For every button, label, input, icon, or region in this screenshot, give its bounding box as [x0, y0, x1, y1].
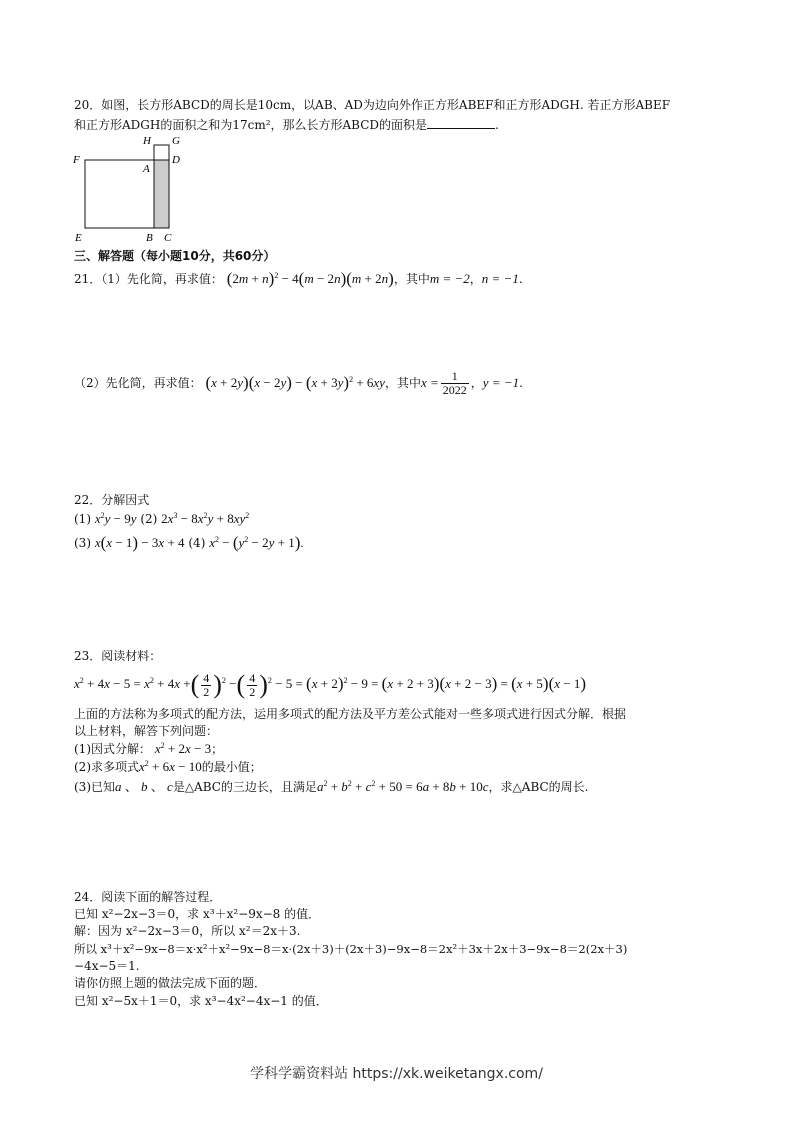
- q24-line7: 已知 x²−5x＋1＝0，求 x³−4x²−4x−1 的值．: [74, 994, 328, 1008]
- q21-p1-expression: $(2m + n)^2 - 4(m - 2n)(m + 2n)$: [226, 269, 394, 288]
- section3-title: 三、解答题（每小题10分，共60分）: [74, 249, 276, 263]
- q22-item2-label: (2): [140, 512, 158, 526]
- label-f: F: [73, 154, 80, 166]
- q24-line4: 所以 x³＋x²−9x−8＝x·x²＋x²−9x−8＝x·(2x＋3)＋(2x＋3)−9x−8＝2x²＋3x＋2x＋3−9x−8＝2(2x＋3): [74, 942, 628, 956]
- q20-figure: [70, 133, 190, 245]
- q23-material: [74, 664, 586, 705]
- q23-item3-expression: $a^2 + b^2 + c^2 + 50 = 6a + 8b + 10c$: [316, 779, 489, 794]
- q24-line5: −4x−5＝1.: [74, 959, 140, 973]
- q20-answer-blank: [427, 117, 495, 129]
- q23-item1-end: ；: [211, 742, 224, 756]
- q24-line6: 请你仿照上题的做法完成下面的题．: [74, 976, 267, 990]
- q20-line2-end: .: [495, 118, 499, 132]
- q22-item3-expression: x(x − 1) − 3x + 4: [94, 533, 185, 552]
- q22-item1-label: (1): [74, 512, 91, 526]
- q23-item3-middle: 是△ABC的三边长，且满足: [172, 780, 317, 794]
- q23-material-expression: $x^2 + 4x - 5 = x^2 + 4x$ +( $\frac{4}{2}$ )$^2$ −( $\frac{4}{2}$ )$^2 - 5 = (x + 2)^2 - 9 = (x + 2 + 3)(x + 2 - 3) = (x + 5)(x - 1)$: [74, 670, 587, 699]
- q21-part2: [74, 370, 523, 397]
- label-e: E: [75, 232, 82, 244]
- q21-p1-sep: ，: [469, 272, 482, 286]
- q23-para1: 上面的方法称为多项式的配方法，运用多项式的配方法及平方差公式能对一些多项式进行因式分解．根据: [74, 707, 627, 721]
- label-c: C: [164, 232, 172, 244]
- label-b: B: [146, 232, 153, 244]
- q20-line2: [74, 117, 499, 133]
- q21-p2-cond2: y = −1: [482, 375, 520, 390]
- q24-line2: 已知 x²−2x−3＝0，求 x³＋x²−9x−8 的值．: [74, 907, 321, 921]
- label-a: A: [143, 163, 150, 175]
- q23-para2: 以上材料，解答下列问题：: [74, 724, 219, 738]
- q23-item3-end: ，求△ABC的周长.: [488, 780, 589, 794]
- q21-p2-sep: ，: [470, 376, 483, 390]
- q22-item4-label: (4): [188, 536, 206, 550]
- q22-title: 22．分解因式: [74, 493, 150, 507]
- q22-item3-label: (3): [74, 536, 91, 550]
- q21-p1-cond1: m = −2: [429, 271, 470, 286]
- q24-line3: 解：因为 x²−2x−3＝0，所以 x²＝2x＋3.: [74, 924, 301, 938]
- q20-line1: 20．如图，长方形ABCD的周长是10cm，以AB、AD为边向外作正方形ABEF和正方形ADGH. 若正方形ABEF: [74, 98, 671, 112]
- q21-p1-end: .: [518, 272, 523, 286]
- q22-line2: [74, 535, 304, 551]
- q22-line1: [74, 511, 249, 527]
- q21-p2-expression: $(x + 2y)(x - 2y) - (x + 3y)^2 + 6xy$: [205, 373, 385, 392]
- q23-item2-text: (2)求多项式: [74, 760, 139, 774]
- q21-p1-cond2: n = −1: [481, 271, 519, 286]
- rectangle-abcd: [154, 160, 169, 228]
- q22-item1-expression: $x^2y - 9y$: [94, 511, 137, 526]
- q21-p2-numerator: 1: [441, 370, 469, 384]
- q21-p2-mid: ，其中: [384, 376, 421, 390]
- q23-item2: [74, 759, 262, 775]
- q23-title: 23．阅读材料：: [74, 649, 162, 663]
- q23-item1: [74, 741, 223, 757]
- q20-line2-text: 和正方形ADGH的面积之和为17cm²，那么长方形ABCD的面积是: [74, 118, 428, 132]
- label-g: G: [172, 135, 180, 147]
- q23-item1-text: (1)因式分解：: [74, 742, 151, 756]
- square-adgh: [154, 145, 169, 160]
- q21-p1-prefix: 21．（1）先化简，再求值：: [74, 272, 223, 286]
- label-d: D: [172, 154, 180, 166]
- q23-item3-prefix: (3)已知: [74, 780, 115, 794]
- q21-p1-mid: ，其中: [393, 272, 430, 286]
- q21-p2-prefix: （2）先化简，再求值：: [74, 376, 202, 390]
- q23-item3: [74, 779, 588, 795]
- q21-p2-denominator: 2022: [442, 383, 467, 397]
- q23-item1-expression: $x^2 + 2x - 3$: [154, 741, 212, 756]
- q24-title: 24．阅读下面的解答过程．: [74, 890, 222, 904]
- q21-part1: [74, 271, 523, 287]
- q21-p2-x: x =: [420, 375, 439, 390]
- footer-watermark: 学科学霸资料站 https://xk.weiketangx.com/: [250, 1066, 543, 1082]
- q23-item2-expression: $x^2 + 6x - 10$: [139, 759, 202, 774]
- q21-p2-fraction: [441, 370, 469, 397]
- q21-p2-end: .: [519, 376, 523, 390]
- label-h: H: [143, 135, 151, 147]
- q23-item2-end: 的最小值；: [201, 760, 262, 774]
- q22-item4-expression: $x^2 - (y^2 - 2y + 1)$.: [209, 533, 304, 552]
- q22-item2-expression: $2x^3 - 8x^2y + 8xy^2$: [161, 511, 250, 526]
- q23-item3-vars: a 、 b 、 c: [115, 779, 173, 794]
